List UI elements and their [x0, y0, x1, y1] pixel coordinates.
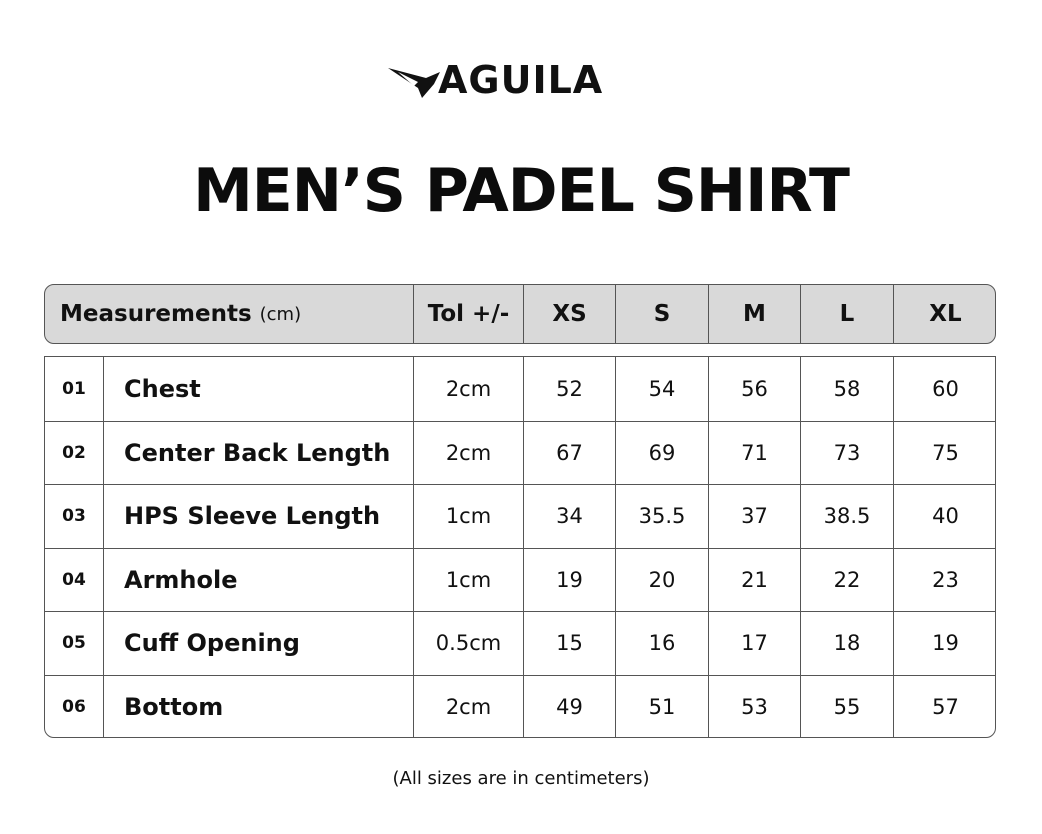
value-m: 17	[708, 612, 800, 675]
page-title: MEN’S PADEL SHIRT	[193, 156, 849, 226]
value-xs: 52	[523, 357, 615, 421]
value-xs: 15	[523, 612, 615, 675]
brand-name: AGUILA	[438, 58, 604, 102]
table-row	[45, 675, 995, 739]
table-row	[45, 484, 995, 548]
value-xl: 75	[893, 422, 996, 485]
measurement-name: Bottom	[103, 676, 413, 739]
value-s: 69	[615, 422, 708, 485]
value-xs: 67	[523, 422, 615, 485]
measurement-name: Armhole	[103, 549, 413, 612]
value-s: 54	[615, 357, 708, 421]
table-row	[45, 357, 995, 421]
measurement-name: Cuff Opening	[103, 612, 413, 675]
header-size-s: S	[615, 285, 708, 343]
value-l: 73	[800, 422, 893, 485]
measurement-name: Chest	[103, 357, 413, 421]
footnote: (All sizes are in centimeters)	[392, 768, 650, 789]
row-number: 04	[62, 569, 86, 590]
header-measurements	[45, 285, 413, 343]
value-xl: 40	[893, 485, 996, 548]
value-s: 51	[615, 676, 708, 739]
value-xs: 34	[523, 485, 615, 548]
brand-logo	[388, 58, 668, 104]
value-xs: 19	[523, 549, 615, 612]
tolerance-value: 1cm	[413, 485, 523, 548]
value-m: 21	[708, 549, 800, 612]
value-xl: 60	[893, 357, 996, 421]
value-l: 38.5	[800, 485, 893, 548]
eagle-wing-icon	[388, 64, 444, 100]
value-l: 22	[800, 549, 893, 612]
value-xs: 49	[523, 676, 615, 739]
value-m: 56	[708, 357, 800, 421]
header-measurements-label: Measurements	[60, 301, 252, 327]
header-tolerance: Tol +/-	[413, 285, 523, 343]
table-row	[45, 548, 995, 612]
value-l: 58	[800, 357, 893, 421]
measurement-name: HPS Sleeve Length	[103, 485, 413, 548]
row-number: 01	[62, 378, 86, 399]
value-xl: 57	[893, 676, 996, 739]
tolerance-value: 2cm	[413, 357, 523, 421]
value-m: 37	[708, 485, 800, 548]
value-xl: 19	[893, 612, 996, 675]
tolerance-value: 0.5cm	[413, 612, 523, 675]
tolerance-value: 2cm	[413, 422, 523, 485]
tolerance-value: 1cm	[413, 549, 523, 612]
measurement-name: Center Back Length	[103, 422, 413, 485]
row-number: 06	[62, 696, 86, 717]
measurements-table	[44, 356, 996, 738]
value-s: 35.5	[615, 485, 708, 548]
value-s: 16	[615, 612, 708, 675]
value-l: 18	[800, 612, 893, 675]
header-size-xs: XS	[523, 285, 615, 343]
value-l: 55	[800, 676, 893, 739]
value-m: 53	[708, 676, 800, 739]
value-m: 71	[708, 422, 800, 485]
row-number: 05	[62, 633, 86, 654]
header-unit: (cm)	[259, 303, 302, 325]
table-row	[45, 611, 995, 675]
header-size-m: M	[708, 285, 800, 343]
header-size-xl: XL	[893, 285, 996, 343]
row-number: 02	[62, 442, 86, 463]
value-s: 20	[615, 549, 708, 612]
row-number: 03	[62, 506, 86, 527]
table-header	[44, 284, 996, 344]
header-size-l: L	[800, 285, 893, 343]
value-xl: 23	[893, 549, 996, 612]
table-row	[45, 421, 995, 485]
tolerance-value: 2cm	[413, 676, 523, 739]
